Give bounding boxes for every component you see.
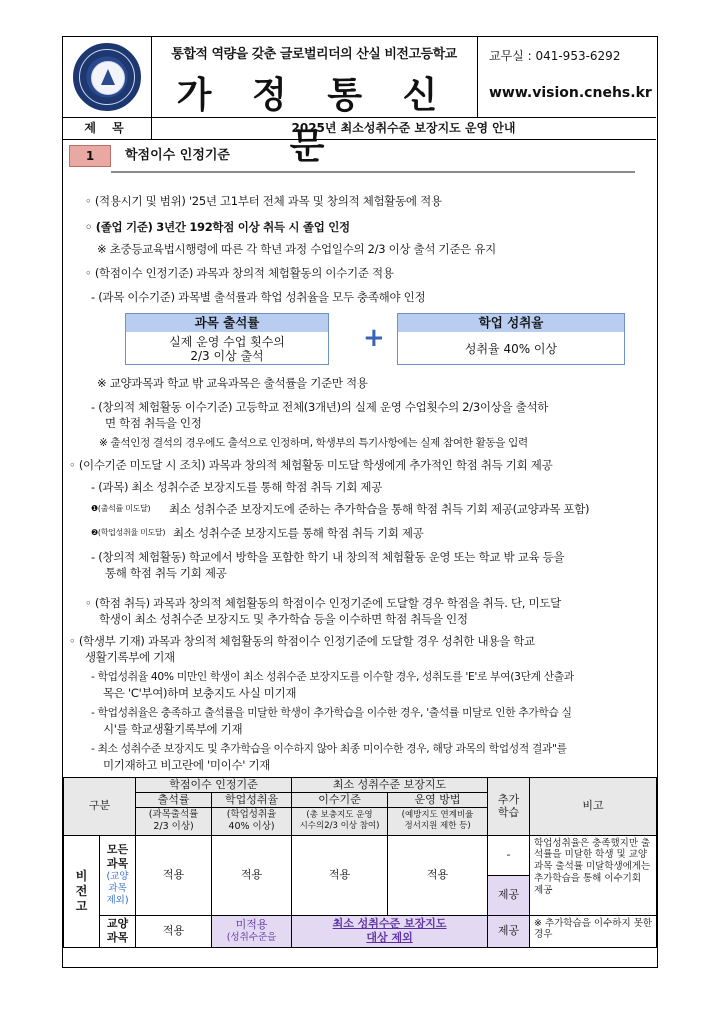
phone-number: 교무실 : 041-953-6292 xyxy=(489,49,621,63)
subject-text: 2025년 최소성취수준 보장지도 운영 안내 xyxy=(291,121,516,135)
activity-measure-line: - (창의적 체험활동) 학교에서 방학을 포함한 학기 내 창의적 체험활동 운영 또는 학교 밖 교육 등을 xyxy=(91,550,565,564)
row2-note: ※ 추가학습을 이수하지 못한 경우 xyxy=(530,915,657,947)
school-cell: 비 전 고 xyxy=(64,835,100,947)
record-line: ◦ (학생부 기재) 과목과 창의적 체험활동의 학점이수 인정기준에 도달할 경우 성취한 내용을 학교 xyxy=(69,634,535,648)
row2-achieve-cell xyxy=(212,915,292,947)
header-achieve: 학업성취율 xyxy=(212,792,292,807)
plus-icon: + xyxy=(363,323,385,353)
section-number: 1 xyxy=(69,145,111,167)
attendance-fail-line: 최소 성취수준 보장지도에 준하는 추가학습을 통해 학점 취득 기회 제공(교양과목 포함) xyxy=(169,502,590,516)
row1-attend: 적용 xyxy=(136,835,212,915)
header-note: 비고 xyxy=(530,778,657,836)
record-rule-1b: 목은 'C'부여)하며 보충지도 사실 미기재 xyxy=(103,686,297,700)
school-emblem-icon xyxy=(73,43,141,111)
header-attend: 출석률 xyxy=(136,792,212,807)
attendance-note: ※ 출석인정 결석의 경우에도 출석으로 인정하며, 학생부의 특기사항에는 실제 참여한 활동을 입력 xyxy=(99,437,528,449)
activity-measure-line-2: 통해 학점 취득 기회 제공 xyxy=(105,566,227,580)
website-link[interactable]: www.vision.cnehs.kr xyxy=(489,85,652,101)
row2-label: 교양 과목 xyxy=(100,915,136,947)
header-method-sub: (예방지도 연계비율 정서지원 제한 등) xyxy=(388,807,488,835)
attendance-fail-tag: ❶(출석률 미도달) xyxy=(91,504,151,513)
measure-line: ◦ (이수기준 미도달 시 조치) 과목과 창의적 체험활동 미도달 학생에게 추가적인 학점 취득 기회 제공 xyxy=(69,458,553,472)
liberal-arts-note: ※ 교양과목과 학교 밖 교육과목은 출석률을 기준만 적용 xyxy=(97,376,368,390)
scope-line: ◦ (적용시기 및 범위) '25년 고1부터 전체 과목 및 창의적 체험활동에 적용 xyxy=(85,194,442,208)
row1-label: 모든 과목 xyxy=(106,843,129,871)
graduation-note: ※ 초중등교육법시행령에 따른 각 학년 과정 수업일수의 2/3 이상 출석 기준은 유지 xyxy=(97,242,496,256)
row1-complete: 적용 xyxy=(292,835,388,915)
row1-label-cell xyxy=(100,835,136,915)
achievement-box-line1: 성취율 40% 이상 xyxy=(464,342,558,356)
subject-criteria-line: - (과목 이수기준) 과목별 출석률과 학업 성취율을 모두 충족해야 인정 xyxy=(91,290,426,304)
subject-measure-line: - (과목) 최소 성취수준 보장지도를 통해 학점 취득 기회 제공 xyxy=(91,480,383,494)
row2-attend: 적용 xyxy=(136,915,212,947)
record-rule-2: - 학업성취율은 충족하고 출석률을 미달한 학생이 추가학습을 이수한 경우, '출석률 미달로 인한 추가학습 실 xyxy=(91,706,572,719)
activity-criteria-line: - (창의적 체험활동 이수기준) 고등학교 전체(3개년)의 실제 운영 수업횟수의 2/3이상을 출석하 xyxy=(91,400,549,414)
attendance-box-line1: 실제 운영 수업 횟수의 xyxy=(169,335,285,349)
row2-guidance-cell xyxy=(292,915,488,947)
contact-area xyxy=(477,37,656,117)
header-method: 운영 방법 xyxy=(388,792,488,807)
subject-label: 제 목 xyxy=(63,117,152,139)
row2-achieve: 미적용 xyxy=(235,918,268,932)
row1-extra-bottom: 제공 xyxy=(488,875,530,915)
row1-method: 적용 xyxy=(388,835,488,915)
record-rule-3: - 최소 성취수준 보장지도 및 추가학습을 이수하지 않아 최종 미이수한 경우, 해당 과목의 학업성적 결과"를 xyxy=(91,742,567,755)
section-header xyxy=(69,145,635,167)
header-complete-sub: (총 보충지도 운영 시수의2/3 이상 참여) xyxy=(292,807,388,835)
attendance-box-title: 과목 출석률 xyxy=(126,314,328,332)
achievement-box xyxy=(397,313,625,365)
activity-criteria-line-2: 면 학점 취득을 인정 xyxy=(105,416,202,430)
criteria-line: ◦ (학점이수 인정기준) 과목과 창의적 체험활동의 이수기준 적용 xyxy=(85,266,394,280)
row1-sub: (교양 과목 제외) xyxy=(106,870,129,906)
row2-extra: 제공 xyxy=(488,915,530,947)
school-slogan: 통합적 역량을 갖춘 글로벌리더의 산실 비전고등학교 xyxy=(171,47,457,62)
subject-row xyxy=(63,117,656,140)
page-title: 가 정 통 신 문 xyxy=(176,74,452,167)
header-complete: 이수기준 xyxy=(292,792,388,807)
achievement-fail-tag: ❷(학업성취율 미도달) xyxy=(91,528,166,537)
row2-guidance: 최소 성취수준 보장지도 xyxy=(332,917,447,931)
graduation-line: ◦ (졸업 기준) 3년간 192학점 이상 취득 시 졸업 인정 xyxy=(85,220,350,234)
row2-guidance-b: 대상 제외 xyxy=(366,931,413,944)
newsletter-frame xyxy=(62,36,658,968)
header-guidance: 최소 성취수준 보장지도 xyxy=(292,778,488,793)
record-line-2: 생활기록부에 기재 xyxy=(85,650,175,664)
logo-cell xyxy=(63,37,152,117)
row1-note: 학업성취율은 충족했지만 출석률을 미달한 학생 및 교양과목 출석률 미달학생에게는 추가학습을 통해 이수기회 제공 xyxy=(530,835,657,915)
criteria-table xyxy=(63,777,657,948)
row1-extra-top: - xyxy=(488,835,530,875)
row1-achieve: 적용 xyxy=(212,835,292,915)
header-criteria: 학점이수 인정기준 xyxy=(136,778,292,793)
header-extra: 추가 학습 xyxy=(488,778,530,836)
credit-line: ◦ (학점 취득) 과목과 창의적 체험활동의 학점이수 인정기준에 도달할 경우 학점을 취득. 단, 미도달 xyxy=(85,596,561,610)
attendance-box xyxy=(125,313,329,365)
credit-line-2: 학생이 최소 성취수준 보장지도 및 추가학습 등을 이수하면 학점 취득을 인정 xyxy=(99,612,468,626)
header-gubun: 구분 xyxy=(64,778,136,836)
section-title: 학점이수 인정기준 xyxy=(125,148,230,163)
header-achieve-sub: (학업성취율 40% 이상) xyxy=(212,807,292,835)
attendance-box-line2: 2/3 이상 출석 xyxy=(190,349,264,363)
achievement-fail-line: 최소 성취수준 보장지도를 통해 학점 취득 기회 제공 xyxy=(173,526,424,540)
row2-achieve-sub: (성취수준을 xyxy=(226,931,277,943)
record-rule-2b: 시'를 학교생활기록부에 기재 xyxy=(103,722,243,736)
achievement-box-title: 학업 성취율 xyxy=(398,314,624,332)
section-divider xyxy=(111,171,635,173)
record-rule-1: - 학업성취율 40% 미만인 학생이 최소 성취수준 보장지도를 이수할 경우, 성취도를 'E'로 부여(3단계 산출과 xyxy=(91,670,574,683)
record-rule-3b: 미기재하고 비고란에 '미이수' 기재 xyxy=(103,758,271,772)
header-attend-sub: (과목출석률 2/3 이상) xyxy=(136,807,212,835)
